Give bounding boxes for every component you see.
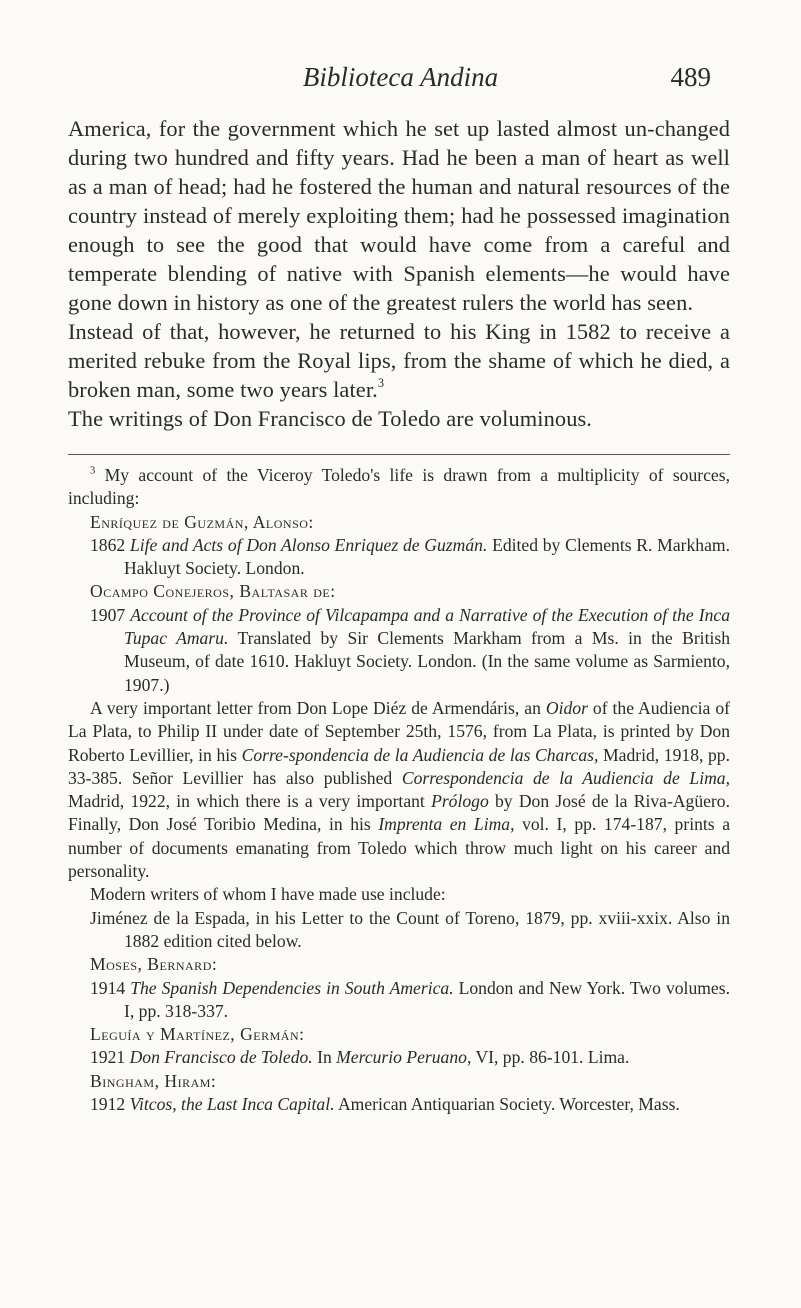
entry-year: 1914 <box>90 977 126 998</box>
paragraph-3: The writings of Don Francisco de Toledo are voluminous. <box>68 406 593 431</box>
author-heading: Enríquez de Guzmán, Alonso: <box>90 511 314 532</box>
entry-details: London and New York. Two volumes. I, pp. 318-337. <box>124 977 730 1021</box>
italic-title: Imprenta en Lima, <box>378 814 515 835</box>
footnote <box>68 464 730 1116</box>
modern-writers-intro: Modern writers of whom I have made use include: <box>90 884 446 905</box>
bibliography-entry <box>68 977 730 1024</box>
footnote-divider <box>68 454 730 455</box>
jimenez-entry: Jiménez de la Espada, in his Letter to the Count of Toreno, 1879, pp. xviii-xxix. Also in 1882 edition cited below. <box>90 907 730 951</box>
bibliography-entry <box>68 604 730 697</box>
footnote-intro-text: My account of the Viceroy Toledo's life is drawn from a multiplicity of sources, including: <box>68 465 730 509</box>
author-heading: Ocampo Conejeros, Baltasar de: <box>90 581 336 602</box>
text-run: Madrid, 1922, in which there is a very important <box>68 791 425 812</box>
author-heading: Moses, Bernard: <box>90 954 218 975</box>
bibliography-entry <box>68 1046 730 1069</box>
running-head: Biblioteca Andina <box>302 62 499 92</box>
footnote-intro <box>68 464 730 511</box>
author-heading: Bingham, Hiram: <box>90 1070 217 1091</box>
page-header <box>0 60 801 100</box>
entry-title: Don Francisco de Toledo. <box>129 1047 313 1068</box>
entry-year: 1862 <box>90 534 126 555</box>
paragraph-2-text: Instead of that, however, he returned to his King in 1582 to receive a merited rebuke from the Royal lips, from the shame of which he died, a broken man, some two years later. <box>68 319 730 402</box>
text-run: vol. I, pp. 174-187, prints a number of documents emanating from Toledo which throw much light on his career and personality. <box>68 814 730 882</box>
text-run: of the Audiencia of La Plata, to Philip II under date of September 25th, 1576, from La Plata, is printed by Don Roberto Levillier, in his <box>68 697 730 765</box>
bibliography-entry <box>68 534 730 581</box>
footnote-reference: 3 <box>377 376 385 391</box>
italic-title: Correspondencia de la Audiencia de Lima, <box>401 767 730 788</box>
text-run: by Don José de la Riva-Agüero. Finally, Don José Toribio Medina, in his <box>68 791 730 835</box>
footnote-mark: 3 <box>90 465 96 477</box>
page-number: 489 <box>670 62 711 92</box>
journal-title: Mercurio Peruano, <box>336 1047 472 1068</box>
entry-title: Account of the Province of Vilcapampa and a Narrative of the Execution of the Inca Tupac Amaru. <box>124 604 730 649</box>
entry-title: Vitcos, the Last Inca Capital. <box>129 1094 335 1115</box>
entry-year: 1921 <box>90 1047 126 1068</box>
paragraph-2 <box>68 317 730 404</box>
entry-details: American Antiquarian Society. Worcester, Mass. <box>337 1094 680 1115</box>
entry-details: Translated by Sir Clements Markham from a Ms. in the British Museum, of date 1610. Hakluyt Society. London. (In the same volume as Sarmiento, 1907.) <box>124 628 730 695</box>
paragraph-1: America, for the government which he set up lasted almost un-changed during two hundred and fifty years. Had he been a man of heart as well as a man of head; had he fostered the human and natural resources of the country instead of merely exploiting them; had he possessed imagination enough to see the good that would have come from a careful and temperate blending of native with Spanish elements—he would have gone down in history as one of the greatest rulers the world has seen. <box>68 116 730 315</box>
entry-details: Edited by Clements R. Markham. Hakluyt Society. London. <box>124 534 730 579</box>
author-heading: Leguía y Martínez, Germán: <box>90 1024 305 1045</box>
entry-year: 1912 <box>90 1094 126 1115</box>
italic-term: Prólogo <box>431 791 489 812</box>
entry-year: 1907 <box>90 604 126 625</box>
entry-details: VI, pp. 86-101. Lima. <box>475 1047 630 1068</box>
main-text <box>68 114 730 433</box>
italic-title: Corre-spondencia de la Audiencia de las Charcas, <box>241 744 599 765</box>
letter-paragraph <box>68 697 730 883</box>
entry-details: In <box>317 1047 332 1068</box>
text-run: Madrid, 1918, pp. 33-385. Señor Levillier has also published <box>68 744 730 788</box>
text-run: A very important letter from Don Lope Diéz de Armendáris, an <box>90 697 541 718</box>
italic-term: Oidor <box>545 697 588 718</box>
entry-title: Life and Acts of Don Alonso Enriquez de Guzmán. <box>129 534 488 555</box>
bibliography-entry <box>68 1093 730 1116</box>
entry-title: The Spanish Dependencies in South America. <box>130 977 454 998</box>
